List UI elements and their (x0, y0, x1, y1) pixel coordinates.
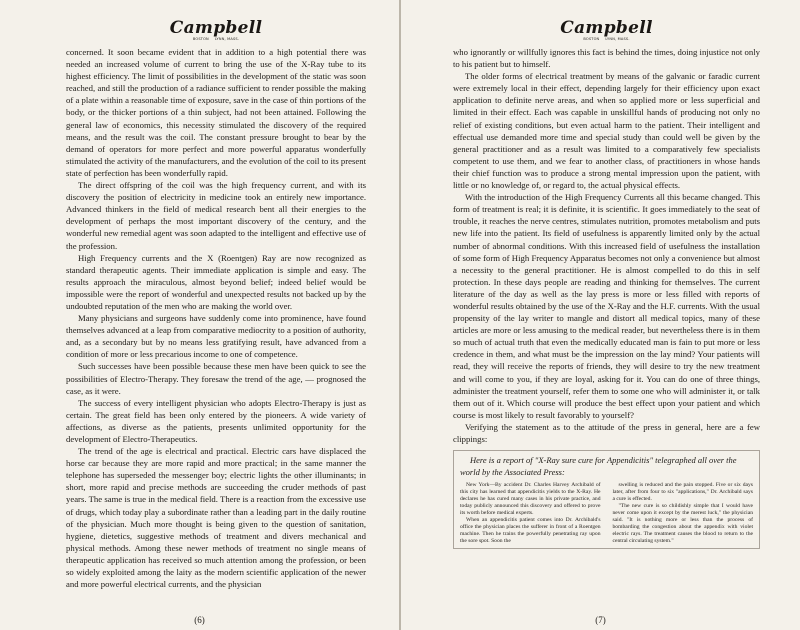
left-body-text (66, 46, 366, 590)
clipping-heading: Here is a report of "X-Ray sure cure for Appendicitis" telegraphed all over the world by the Associated Press: (460, 455, 737, 477)
logo-sub-left: BOSTON (583, 37, 600, 41)
clipping-paragraph: New York—By accident Dr. Charles Harvey Archibald of this city has learned that appendicitis yields to the X-Ray. He declares he has cured many cases in his private practice, and today publicly announced this discovery and offered to prove its worth before medical experts. (460, 482, 601, 517)
paragraph: High Frequency currents and the X (Roentgen) Ray are now recognized as standard therapeutic agents. Their immediate application is simple and easy. The results approach the miraculous, almost beyond belief; indeed belief would be impossible were the report of wonderful and unexpected results not backed up by the undoubted reputation of the men who are making the world over. (66, 252, 366, 311)
clipping-column-2 (613, 482, 754, 545)
paragraph: concerned. It soon became evident that in addition to a high potential there was needed an increased volume of current to bring the use of the X-Ray tube to its highest efficiency. The limit of possibilities in the development of the static was soon reached, and still the production of a radiance sufficient to render possible the making of a plate within a reasonable time of exposure, save in the case of thin portions of the body, or the thicker portions of a thin subject, had not been attained. Following the general law of economics, this necessity stimulated the discovery of the required means, and the result was the coil. The constant pressure brought to bear by the demand of operators for more perfect and more powerful apparatus wonderfully stimulated the activity of the manufacturers, and the evolution of the coil to its present state of perfection has been wonderfully rapid. (66, 47, 366, 178)
paragraph: Many physicians and surgeons have suddenly come into prominence, have found themselves advanced at a leap from comparative mediocrity to a position of authority, and, as a secondary but by no means less gratifying result, have advanced from a condition of more or less precarious income to one of competence. (66, 313, 366, 360)
logo-subtitle (453, 37, 760, 41)
logo-subtitle (66, 37, 366, 41)
paragraph: Such successes have been possible because these men have been quick to see the possibilities of Electro-Therapy. They foresaw the trend of the age, — prognosed the case, as it were. (66, 361, 366, 396)
paragraph: The success of every intelligent physician who adopts Electro-Therapy is just as certain. The great field has been only entered by the pioneers. A wide variety of affections, as diverse as the patients, presents unlimited opportunity for the development of Electro-Therapeutics. (66, 397, 366, 444)
paragraph: who ignorantly or willfully ignores this fact is behind the times, doing injustice not only to his patient but to himself. (453, 47, 760, 70)
logo-sub-right: LYNN, MASS. (214, 37, 240, 41)
clipping-columns (460, 482, 753, 545)
left-page (0, 0, 399, 630)
page-number-right: (7) (595, 615, 606, 625)
newspaper-clipping (453, 450, 760, 549)
page-number-left: (6) (194, 615, 205, 625)
logo-sub-left: BOSTON (192, 37, 209, 41)
paragraph: Verifying the statement as to the attitude of the press in general, here are a few clippings: (453, 421, 760, 444)
paragraph: The direct offspring of the coil was the high frequency current, and with its discovery the position of electricity in medicine took an entirely new importance. Advanced thinkers in the field of medical research bent all their energies to the development of perhaps the most important discovery of the century, and the wonderful new remedial agent was soon adapted to the intelligent and effective use of the profession. (66, 180, 366, 251)
clipping-paragraph: "The new cure is so childishly simple that I would have never come upon it except by the merest luck," the physician said. "It is nothing more or less than the process of bombarding the congestion about the appendix with violet electric rays. The treatment causes the blood to return to the central circulating system." (612, 503, 753, 545)
paragraph: The trend of the age is electrical and practical. Electric cars have displaced the horse car because they are more rapid and more practical; in the same manner the telephone has superseded the messenger boy; electric lights the other illuminants; in short, more rapid and precise methods are succeeding the cruder methods of past years. The same is true in the medical field. There is a reaction from the excessive use of drugs, which today play a subordinate rather than a leading part in the daily routine of the physician. Much more thought is being given to the question of sanitation, hygiene, dietetics, suggestive methods of treatment and divers mechanical and physical methods. Among these newer methods of treatment no single means of therapeutic application has received so much attention among the profession, or been so widely exploited among the laity as the modern scientific application of the newer and more powerful electrical currents, and the physician (66, 446, 366, 590)
logo-word: Campbell (560, 18, 653, 38)
clipping-column-1 (460, 482, 601, 545)
right-page (401, 0, 800, 630)
logo-sub-right: LYNN, MASS. (605, 37, 630, 41)
paragraph: With the introduction of the High Frequency Currents all this became changed. This form of treatment is real; it is definite, it is scientific. It goes immediately to the seat of trouble, it reaches the nerve centres, stimulates nutrition, promotes metabolism and puts new life into the patient. Its field of usefulness is apparently limited only by the actual number of abnormal conditions. With this increased field of usefulness the installation of some form of High Frequency Apparatus becomes not only a convenience but almost a necessity to the general practitioner. He is almost compelled to do this in self protection. In these days people are reading and thinking for themselves. The current literature of the day as well as the lay press is more or less filled with reports of wonderful results obtained by the use of the X-Ray and the H.F. currents. With the usual propensity of the lay writer to mangle and distort all medical topics, many of these articles are more or less amusing to the medical reader, but nevertheless there is in them so much of actual truth that even the medically educated man is fain to put more or less credence in them, and what must be the impression on the lay mind? Your patients will read, they will receive the reports of friends, they will desire to try the new treatment and will come to you, if they are loyal, asking for it. You can do one of three things, administer the treatment yourself, refer them to some one who will administer it, or talk them out of it. Which course will produce the best effect upon your patient and which course is most likely to result favorably to yourself? (453, 192, 760, 420)
campbell-logo (66, 6, 366, 46)
right-body-text (453, 46, 760, 445)
campbell-logo (453, 6, 760, 46)
clipping-paragraph: swelling is reduced and the pain stopped. Five or six days later, after from four to six "applications," Dr. Archibald says a cure is effected. (612, 482, 753, 503)
logo-word: Campbell (169, 18, 263, 38)
clipping-paragraph: When an appendicitis patient comes into Dr. Archibald's office the physician places the sufferer in front of a Roentgen machine. Then he trains the powerfully penetrating ray upon the sore spot. Soon the (460, 517, 601, 545)
paragraph: The older forms of electrical treatment by means of the galvanic or faradic current were extremely local in their effect, depending largely for their efficiency upon exact application to definite nerve areas, and when so applied more or less superficial and limited in their effect. Each was capable in unskillful hands of producing not only no relief of existing conditions, but even actual harm to the patient. Their intelligent and effectual use demanded more time and special study than could well be given by the general practitioner and as a result was limited to a comparatively few specialists competent to use them, and we fear to another class, of practitioners in whose hands their chief function was to produce a strong mental impression upon the patient, with little or no knowledge of, or regard to, the actual physical effects. (453, 71, 760, 191)
